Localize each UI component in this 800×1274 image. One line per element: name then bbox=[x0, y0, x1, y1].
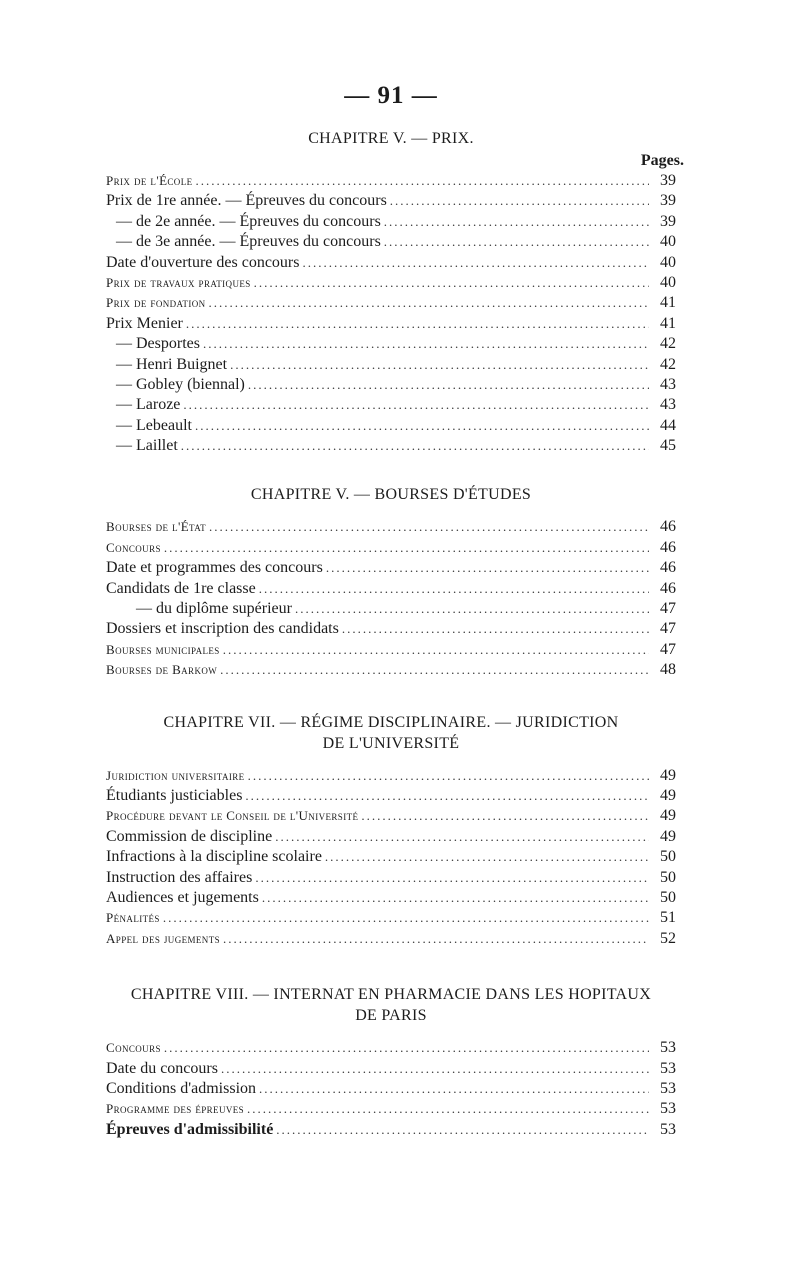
chapter-entries bbox=[106, 767, 676, 951]
toc-entry bbox=[106, 1100, 676, 1120]
toc-entry-page: 48 bbox=[660, 661, 676, 679]
toc-entry bbox=[106, 213, 676, 233]
toc-entry-page: 41 bbox=[660, 314, 676, 332]
dot-leader bbox=[181, 438, 649, 454]
toc-entry-label: Étudiants justiciables bbox=[106, 786, 243, 804]
dot-leader bbox=[248, 377, 649, 393]
toc-entry-label: — Gobley (biennal) bbox=[116, 375, 245, 393]
toc-entry-label: — de 2e année. — Épreuves du concours bbox=[116, 212, 381, 230]
toc-entry bbox=[106, 417, 676, 437]
chapter-spacer bbox=[106, 457, 676, 484]
chapter-heading-line: CHAPITRE VIII. — INTERNAT EN PHARMACIE DANS LES HOPITAUX bbox=[130, 986, 652, 1004]
toc-entry-page: 40 bbox=[660, 253, 676, 271]
toc-entry-page: 49 bbox=[660, 766, 676, 784]
toc-entry-page: 47 bbox=[660, 640, 676, 658]
toc-entry-page: 42 bbox=[660, 355, 676, 373]
toc-entry-page: 49 bbox=[660, 827, 676, 845]
chapter-entries bbox=[106, 518, 676, 681]
toc-entry bbox=[106, 539, 676, 559]
toc-entry-label: — Desportes bbox=[116, 335, 200, 353]
toc-entry-page: 53 bbox=[660, 1079, 676, 1097]
chapter-heading-line: CHAPITRE V. — BOURSES D'ÉTUDES bbox=[250, 486, 532, 504]
dot-leader bbox=[259, 581, 649, 597]
dot-leader bbox=[326, 560, 649, 576]
toc-entry-label: Date et programmes des concours bbox=[106, 559, 323, 577]
toc-entry bbox=[106, 828, 676, 848]
dot-leader bbox=[384, 234, 649, 250]
toc-entry bbox=[106, 1121, 676, 1141]
toc-entry-page: 53 bbox=[660, 1100, 676, 1118]
toc-entry bbox=[106, 376, 676, 396]
toc-entry-label: — du diplôme supérieur bbox=[136, 600, 292, 618]
toc-entry-page: 50 bbox=[660, 848, 676, 866]
toc-entry-label: Juridiction universitaire bbox=[106, 767, 245, 783]
toc-entry-page: 43 bbox=[660, 396, 676, 414]
toc-entry-page: 46 bbox=[660, 538, 676, 556]
toc-entry-label: Date d'ouverture des concours bbox=[106, 253, 300, 271]
toc-entry-label: Bourses de Barkow bbox=[106, 662, 218, 678]
toc-entry bbox=[106, 518, 676, 538]
chapter-heading-line: DE L'UNIVERSITÉ bbox=[322, 734, 460, 752]
dot-leader bbox=[276, 1122, 649, 1138]
toc-entry-page: 46 bbox=[660, 518, 676, 536]
dot-leader bbox=[248, 768, 649, 784]
toc-entry-label: Infractions à la discipline scolaire bbox=[106, 848, 322, 866]
dot-leader bbox=[183, 397, 649, 413]
dot-leader bbox=[195, 418, 649, 434]
toc-entry-label: Bourses de l'État bbox=[106, 519, 207, 535]
toc-entry-page: 47 bbox=[660, 600, 676, 618]
toc-entry-label: Prix de travaux pratiques bbox=[106, 274, 251, 290]
dot-leader bbox=[259, 1081, 649, 1097]
toc-entry-label: Concours bbox=[106, 1040, 161, 1056]
chapter-heading bbox=[106, 712, 676, 754]
toc-entry bbox=[106, 869, 676, 889]
chapter-heading-line: CHAPITRE VII. — RÉGIME DISCIPLINAIRE. — JURIDICTION bbox=[163, 713, 619, 731]
toc-entry-label: Épreuves d'admissibilité bbox=[106, 1120, 274, 1138]
toc-entry-label: Date du concours bbox=[106, 1059, 218, 1077]
table-of-contents bbox=[106, 128, 684, 1141]
toc-entry bbox=[106, 930, 676, 950]
toc-entry-label: Commission de discipline bbox=[106, 827, 273, 845]
chapter-heading bbox=[106, 984, 676, 1026]
dot-leader bbox=[295, 601, 649, 617]
dot-leader bbox=[247, 1101, 649, 1117]
dot-leader bbox=[209, 519, 649, 535]
toc-entry bbox=[106, 254, 676, 274]
toc-entry bbox=[106, 1039, 676, 1059]
heading-spacer bbox=[106, 505, 676, 518]
toc-entry bbox=[106, 192, 676, 212]
chapter-entries bbox=[106, 172, 676, 457]
heading-spacer bbox=[106, 754, 676, 767]
chapter-entries bbox=[106, 1039, 676, 1141]
toc-entry-label: Appel des jugements bbox=[106, 930, 220, 946]
dot-leader bbox=[384, 214, 649, 230]
toc-entry bbox=[106, 620, 676, 640]
dot-leader bbox=[164, 1040, 649, 1056]
toc-entry-label: Dossiers et inscription des candidats bbox=[106, 620, 339, 638]
toc-entry-page: 39 bbox=[660, 192, 676, 210]
toc-entry bbox=[106, 767, 676, 787]
dot-leader bbox=[163, 910, 649, 926]
toc-entry-page: 51 bbox=[660, 909, 676, 927]
dot-leader bbox=[209, 295, 649, 311]
toc-entry bbox=[106, 787, 676, 807]
chapter-spacer bbox=[106, 682, 676, 712]
dot-leader bbox=[325, 849, 649, 865]
dot-leader bbox=[186, 316, 649, 332]
toc-entry bbox=[106, 641, 676, 661]
toc-entry bbox=[106, 294, 676, 314]
toc-entry bbox=[106, 848, 676, 868]
toc-entry-page: 49 bbox=[660, 807, 676, 825]
dot-leader bbox=[361, 808, 649, 824]
toc-entry-page: 45 bbox=[660, 437, 676, 455]
dot-leader bbox=[275, 829, 649, 845]
dot-leader bbox=[221, 1061, 649, 1077]
toc-entry-page: 50 bbox=[660, 888, 676, 906]
dot-leader bbox=[254, 275, 649, 291]
toc-entry bbox=[106, 889, 676, 909]
toc-entry-label: Programme des épreuves bbox=[106, 1101, 245, 1117]
toc-entry-label: Candidats de 1re classe bbox=[106, 579, 256, 597]
toc-entry bbox=[106, 356, 676, 376]
toc-entry-page: 43 bbox=[660, 375, 676, 393]
toc-entry bbox=[106, 396, 676, 416]
toc-entry bbox=[106, 172, 676, 192]
dot-leader bbox=[390, 193, 649, 209]
heading-spacer bbox=[106, 1026, 676, 1039]
dot-leader bbox=[203, 336, 649, 352]
toc-entry bbox=[106, 315, 676, 335]
toc-entry-page: 53 bbox=[660, 1039, 676, 1057]
toc-entry-page: 39 bbox=[660, 212, 676, 230]
toc-entry-label: Prix de l'École bbox=[106, 173, 193, 188]
toc-entry-label: Audiences et jugements bbox=[106, 888, 259, 906]
toc-entry-page: 46 bbox=[660, 559, 676, 577]
toc-entry-page: 46 bbox=[660, 579, 676, 597]
toc-entry-label: Instruction des affaires bbox=[106, 868, 253, 886]
toc-entry-label: Pénalités bbox=[106, 910, 160, 926]
dot-leader bbox=[245, 788, 649, 804]
toc-entry-page: 53 bbox=[660, 1059, 676, 1077]
toc-entry bbox=[106, 909, 676, 929]
chapter-heading bbox=[106, 128, 676, 149]
dot-leader bbox=[302, 255, 649, 271]
dot-leader bbox=[220, 662, 649, 678]
toc-entry-label: — Laillet bbox=[116, 437, 178, 455]
toc-entry-label: — Laroze bbox=[116, 396, 181, 414]
dot-leader bbox=[223, 931, 649, 947]
toc-entry-page: 50 bbox=[660, 868, 676, 886]
toc-entry-page: 47 bbox=[660, 620, 676, 638]
toc-entry bbox=[106, 335, 676, 355]
dot-leader bbox=[342, 621, 649, 637]
toc-entry bbox=[106, 1060, 676, 1080]
toc-entry-label: Prix de 1re année. — Épreuves du concours bbox=[106, 192, 387, 210]
toc-entry-page: 39 bbox=[660, 172, 676, 189]
toc-entry bbox=[106, 1080, 676, 1100]
toc-entry bbox=[106, 807, 676, 827]
toc-entry-page: 49 bbox=[660, 786, 676, 804]
toc-entry bbox=[106, 600, 676, 620]
chapter-heading-line: CHAPITRE V. — PRIX. bbox=[308, 130, 474, 147]
toc-entry bbox=[106, 437, 676, 457]
toc-entry-label: — Lebeault bbox=[116, 416, 192, 434]
toc-entry-label: Prix de fondation bbox=[106, 295, 206, 311]
toc-entry bbox=[106, 559, 676, 579]
toc-entry-page: 52 bbox=[660, 929, 676, 947]
toc-entry bbox=[106, 580, 676, 600]
toc-entry-page: 53 bbox=[660, 1120, 676, 1138]
toc-entry bbox=[106, 274, 676, 294]
toc-entry-label: Procédure devant le Conseil de l'Université bbox=[106, 808, 359, 824]
toc-entry-label: Prix Menier bbox=[106, 314, 183, 332]
toc-entry-label: — de 3e année. — Épreuves du concours bbox=[116, 233, 381, 251]
toc-entry-label: Conditions d'admission bbox=[106, 1079, 257, 1097]
toc-entry-label: Concours bbox=[106, 539, 161, 555]
toc-entry-page: 40 bbox=[660, 233, 676, 251]
toc-entry bbox=[106, 661, 676, 681]
page-number: — 91 — bbox=[344, 82, 438, 109]
chapter-spacer bbox=[106, 950, 676, 984]
dot-leader bbox=[255, 870, 649, 886]
toc-entry bbox=[106, 233, 676, 253]
dot-leader bbox=[230, 357, 649, 373]
toc-entry-page: 44 bbox=[660, 416, 676, 434]
toc-entry-page: 42 bbox=[660, 335, 676, 353]
dot-leader bbox=[164, 540, 649, 556]
chapter-heading-line: DE PARIS bbox=[355, 1007, 427, 1025]
pages-column-label: Pages. bbox=[640, 152, 684, 169]
toc-entry-label: — Henri Buignet bbox=[116, 355, 228, 373]
dot-leader bbox=[223, 642, 649, 658]
chapter-heading bbox=[106, 484, 676, 505]
dot-leader bbox=[196, 173, 649, 189]
toc-entry-label: Bourses municipales bbox=[106, 641, 220, 657]
toc-entry-page: 40 bbox=[660, 273, 676, 291]
dot-leader bbox=[262, 890, 649, 906]
toc-entry-page: 41 bbox=[660, 294, 676, 312]
